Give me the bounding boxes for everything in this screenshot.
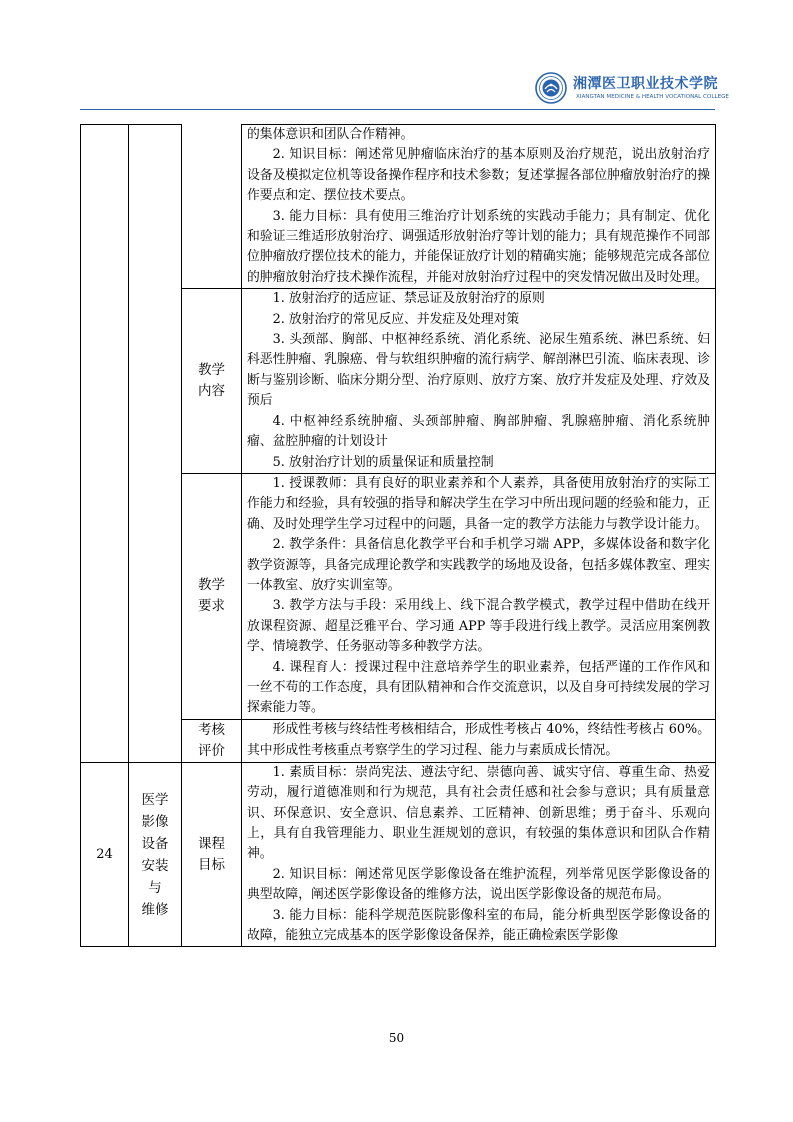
content-item: 5. 放射治疗计划的质量保证和质量控制	[272, 454, 494, 470]
course-number-cell	[81, 125, 129, 763]
course-number-cell: 24	[81, 762, 129, 947]
school-name-en: XIANGTAN MEDICINE & HEALTH VOCATIONAL COLLEGE	[576, 94, 729, 100]
goal-text: 1. 素质目标：崇尚宪法、遵法守纪、崇德向善、诚实守信、尊重生命、热爱劳动，履行道德准则和行为规范，具有社会责任感和社会参与意识；具有质量意识、环保意识、安全意识、信息素养、工匠精神、创新思维；勇于奋斗、乐观向上，具有自我管理能力、职业生涯规划的意识，有较强的集体意识和团队合作精神。	[247, 764, 710, 862]
requirement-item: 3. 教学方法与手段：采用线上、线下混合教学模式，教学过程中借助在线开放课程资源、超星泛雅平台、学习通 APP 等手段进行线上教学。灵活应用案例教学、情境教学、任务驱动等多种教学方法。	[247, 598, 710, 655]
content-cell	[242, 289, 716, 474]
goal-text: 3. 能力目标：能科学规范医院影像科室的布局，能分析典型医学影像设备的故障，能独立完成基本的医学影像设备保养，能正确检索医学影像	[247, 907, 710, 944]
goal-text: 3. 能力目标：具有使用三维治疗计划系统的实践动手能力；具有制定、优化和验证三维适形放射治疗、调强适形放射治疗等计划的能力；具有规范操作不同部位肿瘤放疗摆位技术的能力，并能保证放疗计划的精确实施；能够规范完成各部位的肿瘤放射治疗技术操作流程，并能对放射治疗过程中的突发情况做出及时处理。	[247, 208, 710, 285]
goal-text: 2. 知识目标：阐述常见肿瘤临床治疗的基本原则及治疗规范，说出放射治疗设备及模拟定位机等设备操作程序和技术参数；复述掌握各部位肿瘤放射治疗的操作要点和定、摆位技术要点。	[247, 147, 710, 204]
school-name-cn: 湘潭医卫职业技术学院	[573, 76, 718, 92]
content-label: 教学 内容	[182, 289, 242, 474]
content-item: 3. 头颈部、胸部、中枢神经系统、消化系统、泌尿生殖系统、淋巴系统、妇科恶性肿瘤、乳腺癌、骨与软组织肿瘤的流行病学、解剖淋巴引流、临床表现、诊断与鉴别诊断、临床分期分型、治疗原则、放疗方案、放疗并发症及处理、疗效及预后	[247, 332, 710, 409]
goals-content-cell	[242, 762, 716, 947]
content-item: 4. 中枢神经系统肿瘤、头颈部肿瘤、胸部肿瘤、乳腺癌肿瘤、消化系统肿瘤、盆腔肿瘤的计划设计	[247, 413, 710, 450]
goal-text: 2. 知识目标：阐述常见医学影像设备在维护流程，列举常见医学影像设备的典型故障，阐述医学影像设备的维修方法，说出医学影像设备的规范布局。	[247, 866, 710, 903]
page-number: 50	[388, 1031, 405, 1045]
requirement-item: 4. 课程育人：授课过程中注意培养学生的职业素养，包括严谨的工作作风和一丝不苟的工作态度，具有团队精神和合作交流意识，以及自身可持续发展的学习探索能力等。	[247, 659, 710, 716]
requirements-label: 教学 要求	[182, 473, 242, 719]
content-item: 2. 放射治疗的常见反应、并发症及处理对策	[272, 311, 520, 327]
page-header	[0, 0, 793, 118]
course-name-cell	[129, 762, 182, 947]
table-row	[81, 125, 716, 289]
evaluation-cell	[242, 719, 716, 762]
curriculum-table	[80, 124, 716, 947]
requirements-cell	[242, 473, 716, 719]
goals-label: 课程 目标	[182, 762, 242, 947]
table-row	[81, 762, 716, 947]
course-name: 医学 影像 设备 安装 与 维修	[141, 791, 169, 918]
evaluation-label: 考核 评价	[182, 719, 242, 762]
requirement-item: 2. 教学条件：具备信息化教学平台和手机学习端 APP，多媒体设备和数字化教学资源等，具备完成理论教学和实践教学的场地及设备，包括多媒体教室、理实一体教室、放疗实训室等。	[247, 537, 710, 593]
content-item: 1. 放射治疗的适应证、禁忌证及放射治疗的原则	[272, 291, 545, 307]
goal-text: 的集体意识和团队合作精神。	[247, 127, 414, 142]
goals-content-cell	[242, 125, 716, 289]
evaluation-text: 形成性考核与终结性考核相结合，形成性考核占 40%，终结性考核占 60%。其中形成性考核重点考察学生的学习过程、能力与素质成长情况。	[247, 722, 710, 758]
course-name-cell	[129, 125, 182, 763]
college-logo-icon	[535, 72, 567, 104]
requirement-item: 1. 授课教师：具有良好的职业素养和个人素养，具备使用放射治疗的实际工作能力和经验，具有较强的指导和解决学生在学习中所出现问题的经验和能力，正确、及时处理学生学习过程中的问题，具备一定的教学方法能力与教学设计能力。	[247, 475, 710, 532]
goals-label-cell	[182, 125, 242, 289]
header-rule	[80, 109, 715, 110]
